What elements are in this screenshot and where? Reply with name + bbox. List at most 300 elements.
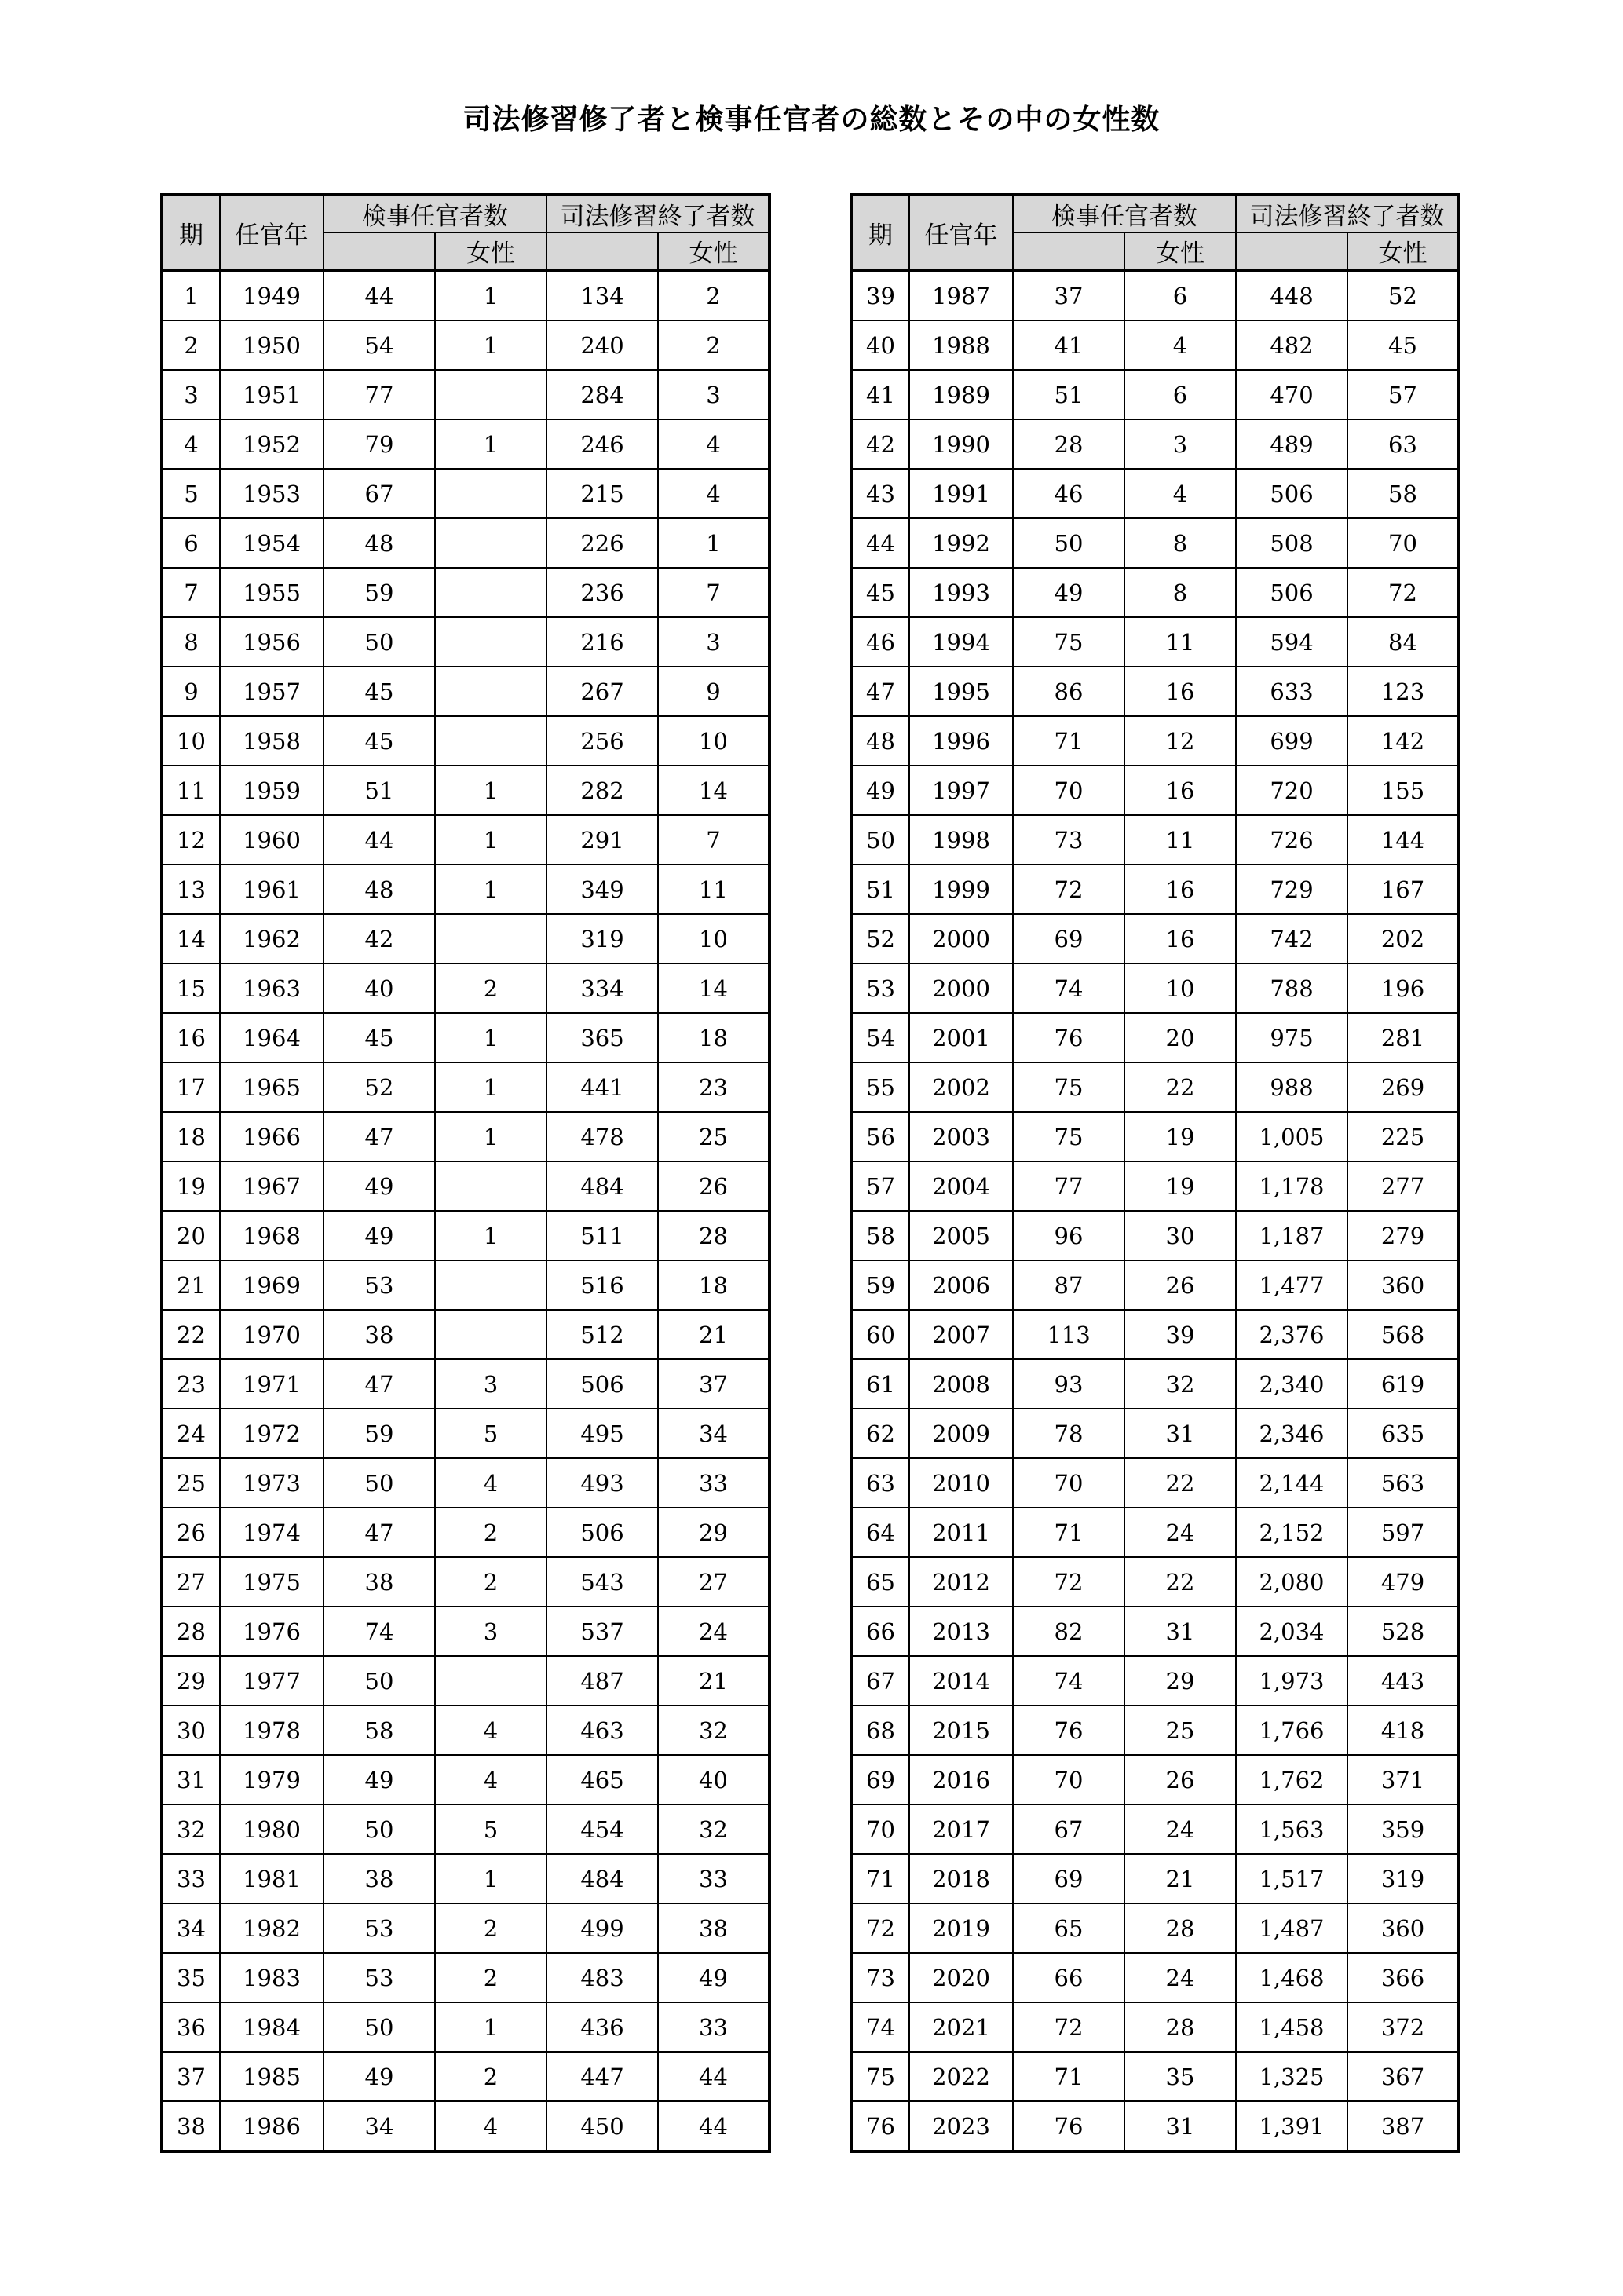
table-row [851,667,1459,716]
cell-year: 1986 [220,2101,324,2152]
table-row [162,1161,769,1211]
cell-graduates-total: 450 [546,2101,658,2152]
cell-graduates-female: 9 [658,667,769,716]
cell-graduates-female: 72 [1347,568,1459,617]
cell-prosecutors-total: 113 [1013,1310,1124,1359]
cell-graduates-total: 2,080 [1236,1557,1347,1607]
table-row [851,1804,1459,1854]
cell-prosecutors-female: 22 [1124,1557,1236,1607]
page-title: 司法修習修了者と検事任官者の総数とその中の女性数 [462,104,1161,136]
cell-graduates-total: 506 [1236,568,1347,617]
cell-graduates-total: 543 [546,1557,658,1607]
table-row [851,419,1459,469]
cell-prosecutors-total: 44 [324,270,435,320]
cell-year: 2023 [909,2101,1013,2152]
cell-prosecutors-female: 39 [1124,1310,1236,1359]
cell-year: 1950 [220,320,324,370]
cell-year: 1971 [220,1359,324,1409]
cell-ki: 52 [851,914,909,963]
cell-prosecutors-total: 59 [324,1409,435,1458]
cell-prosecutors-female: 11 [1124,617,1236,667]
cell-graduates-female: 57 [1347,370,1459,419]
cell-graduates-total: 506 [1236,469,1347,518]
cell-prosecutors-total: 45 [324,667,435,716]
cell-year: 2003 [909,1112,1013,1161]
table-row [851,716,1459,766]
table-row [851,370,1459,419]
cell-graduates-female: 33 [658,1458,769,1508]
table-row [162,1903,769,1953]
table-row [162,766,769,815]
cell-ki: 69 [851,1755,909,1804]
cell-graduates-female: 563 [1347,1458,1459,1508]
cell-prosecutors-total: 74 [1013,1656,1124,1706]
table-row [162,1062,769,1112]
cell-prosecutors-female: 4 [435,1706,546,1755]
table-row [851,1062,1459,1112]
cell-year: 2000 [909,914,1013,963]
table-row [162,914,769,963]
cell-graduates-female: 21 [658,1656,769,1706]
cell-ki: 51 [851,865,909,914]
cell-ki: 74 [851,2002,909,2052]
table-row [851,1755,1459,1804]
cell-prosecutors-total: 58 [324,1706,435,1755]
cell-graduates-total: 1,487 [1236,1903,1347,1953]
cell-prosecutors-total: 49 [324,1755,435,1804]
cell-graduates-total: 483 [546,1953,658,2002]
cell-prosecutors-female: 2 [435,2052,546,2101]
table-row [851,865,1459,914]
table-row [851,1359,1459,1409]
cell-year: 1980 [220,1804,324,1854]
cell-ki: 8 [162,617,220,667]
cell-year: 1966 [220,1112,324,1161]
cell-ki: 56 [851,1112,909,1161]
cell-prosecutors-total: 71 [1013,716,1124,766]
cell-ki: 34 [162,1903,220,1953]
cell-ki: 23 [162,1359,220,1409]
cell-year: 2002 [909,1062,1013,1112]
cell-year: 1995 [909,667,1013,716]
cell-graduates-total: 788 [1236,963,1347,1013]
cell-year: 2007 [909,1310,1013,1359]
cell-prosecutors-total: 50 [324,1804,435,1854]
cell-graduates-total: 478 [546,1112,658,1161]
cell-prosecutors-total: 37 [1013,270,1124,320]
header-prosecutors-female: 女性 [435,232,546,270]
cell-year: 1991 [909,469,1013,518]
cell-prosecutors-total: 77 [1013,1161,1124,1211]
cell-graduates-female: 269 [1347,1062,1459,1112]
table-row [851,1260,1459,1310]
cell-ki: 67 [851,1656,909,1706]
cell-graduates-total: 484 [546,1161,658,1211]
cell-year: 1998 [909,815,1013,865]
table-row [162,1607,769,1656]
cell-prosecutors-total: 50 [324,2002,435,2052]
cell-year: 1977 [220,1656,324,1706]
cell-prosecutors-female: 1 [435,766,546,815]
cell-ki: 58 [851,1211,909,1260]
cell-graduates-total: 633 [1236,667,1347,716]
cell-prosecutors-total: 50 [1013,518,1124,568]
header-prosecutors: 検事任官者数 [324,195,546,232]
cell-year: 2004 [909,1161,1013,1211]
cell-ki: 33 [162,1854,220,1903]
cell-ki: 28 [162,1607,220,1656]
cell-ki: 73 [851,1953,909,2002]
cell-prosecutors-total: 54 [324,320,435,370]
cell-prosecutors-total: 67 [324,469,435,518]
cell-graduates-total: 1,458 [1236,2002,1347,2052]
cell-year: 2018 [909,1854,1013,1903]
cell-prosecutors-female: 1 [435,1211,546,1260]
cell-graduates-female: 418 [1347,1706,1459,1755]
cell-graduates-female: 2 [658,320,769,370]
cell-prosecutors-female: 22 [1124,1458,1236,1508]
cell-graduates-female: 10 [658,914,769,963]
cell-prosecutors-female: 16 [1124,865,1236,914]
cell-prosecutors-female: 16 [1124,766,1236,815]
table-row [851,914,1459,963]
cell-ki: 70 [851,1804,909,1854]
cell-prosecutors-total: 69 [1013,914,1124,963]
cell-graduates-female: 18 [658,1013,769,1062]
cell-prosecutors-female: 1 [435,1062,546,1112]
cell-graduates-total: 454 [546,1804,658,1854]
cell-prosecutors-female [435,1310,546,1359]
cell-graduates-total: 2,152 [1236,1508,1347,1557]
cell-graduates-total: 537 [546,1607,658,1656]
cell-ki: 71 [851,1854,909,1903]
cell-ki: 18 [162,1112,220,1161]
cell-prosecutors-female: 35 [1124,2052,1236,2101]
cell-ki: 75 [851,2052,909,2101]
table-row [162,1706,769,1755]
cell-year: 2019 [909,1903,1013,1953]
cell-graduates-female: 528 [1347,1607,1459,1656]
cell-prosecutors-female: 1 [435,320,546,370]
cell-prosecutors-total: 59 [324,568,435,617]
table-row [162,1409,769,1458]
table-row [162,320,769,370]
cell-ki: 45 [851,568,909,617]
cell-graduates-total: 1,178 [1236,1161,1347,1211]
cell-graduates-female: 49 [658,1953,769,2002]
cell-year: 1985 [220,2052,324,2101]
cell-prosecutors-total: 86 [1013,667,1124,716]
cell-prosecutors-total: 87 [1013,1260,1124,1310]
cell-prosecutors-total: 53 [324,1260,435,1310]
cell-prosecutors-total: 45 [324,716,435,766]
table-row [162,370,769,419]
cell-prosecutors-female: 3 [435,1359,546,1409]
cell-graduates-female: 32 [658,1804,769,1854]
cell-ki: 30 [162,1706,220,1755]
table-row [162,2101,769,2152]
cell-prosecutors-female: 20 [1124,1013,1236,1062]
table-row [851,2101,1459,2152]
cell-prosecutors-total: 42 [324,914,435,963]
cell-graduates-female: 70 [1347,518,1459,568]
cell-prosecutors-total: 72 [1013,865,1124,914]
cell-prosecutors-total: 41 [1013,320,1124,370]
table-row [162,2002,769,2052]
table-row [162,716,769,766]
cell-graduates-total: 512 [546,1310,658,1359]
cell-year: 2006 [909,1260,1013,1310]
cell-graduates-female: 44 [658,2052,769,2101]
cell-prosecutors-female: 26 [1124,1755,1236,1804]
cell-graduates-female: 10 [658,716,769,766]
table-row [162,1211,769,1260]
cell-graduates-total: 215 [546,469,658,518]
header-prosecutors: 検事任官者数 [1013,195,1236,232]
cell-prosecutors-total: 48 [324,518,435,568]
cell-ki: 5 [162,469,220,518]
cell-graduates-total: 1,563 [1236,1804,1347,1854]
cell-year: 1996 [909,716,1013,766]
cell-prosecutors-total: 28 [1013,419,1124,469]
cell-graduates-female: 359 [1347,1804,1459,1854]
table-row [851,1607,1459,1656]
cell-ki: 43 [851,469,909,518]
cell-ki: 37 [162,2052,220,2101]
cell-prosecutors-total: 51 [324,766,435,815]
cell-graduates-total: 334 [546,963,658,1013]
cell-graduates-female: 4 [658,419,769,469]
cell-graduates-female: 33 [658,2002,769,2052]
cell-graduates-total: 508 [1236,518,1347,568]
cell-ki: 65 [851,1557,909,1607]
cell-graduates-female: 144 [1347,815,1459,865]
cell-prosecutors-female: 24 [1124,1953,1236,2002]
cell-prosecutors-total: 50 [324,1458,435,1508]
cell-graduates-female: 28 [658,1211,769,1260]
cell-graduates-total: 447 [546,2052,658,2101]
cell-prosecutors-female [435,617,546,667]
table-row [851,1656,1459,1706]
cell-graduates-female: 14 [658,963,769,1013]
cell-ki: 72 [851,1903,909,1953]
table-row [851,1161,1459,1211]
cell-ki: 66 [851,1607,909,1656]
cell-prosecutors-total: 45 [324,1013,435,1062]
cell-prosecutors-total: 82 [1013,1607,1124,1656]
cell-prosecutors-total: 47 [324,1112,435,1161]
table-row [162,963,769,1013]
cell-prosecutors-female: 8 [1124,518,1236,568]
cell-prosecutors-total: 75 [1013,1112,1124,1161]
cell-ki: 9 [162,667,220,716]
cell-ki: 40 [851,320,909,370]
cell-graduates-female: 597 [1347,1508,1459,1557]
cell-graduates-total: 482 [1236,320,1347,370]
cell-prosecutors-female: 1 [435,270,546,320]
cell-graduates-total: 2,346 [1236,1409,1347,1458]
cell-prosecutors-female: 2 [435,1903,546,1953]
table-row [851,1310,1459,1359]
cell-prosecutors-female: 31 [1124,1409,1236,1458]
table-row [162,1656,769,1706]
cell-graduates-total: 1,517 [1236,1854,1347,1903]
cell-graduates-total: 493 [546,1458,658,1508]
table-row [851,815,1459,865]
cell-ki: 62 [851,1409,909,1458]
cell-prosecutors-female: 26 [1124,1260,1236,1310]
cell-prosecutors-female: 6 [1124,270,1236,320]
cell-prosecutors-total: 38 [324,1310,435,1359]
cell-graduates-female: 32 [658,1706,769,1755]
cell-year: 1974 [220,1508,324,1557]
cell-year: 1954 [220,518,324,568]
table-row [851,1953,1459,2002]
header-graduates: 司法修習終了者数 [1236,195,1459,232]
cell-ki: 16 [162,1013,220,1062]
cell-graduates-total: 499 [546,1903,658,1953]
cell-graduates-female: 29 [658,1508,769,1557]
table-row [851,617,1459,667]
cell-graduates-total: 349 [546,865,658,914]
cell-prosecutors-total: 79 [324,419,435,469]
cell-graduates-female: 58 [1347,469,1459,518]
cell-graduates-total: 489 [1236,419,1347,469]
header-blank [1236,232,1347,270]
cell-prosecutors-female: 3 [435,1607,546,1656]
cell-year: 1972 [220,1409,324,1458]
cell-graduates-total: 699 [1236,716,1347,766]
cell-year: 1999 [909,865,1013,914]
cell-graduates-total: 2,376 [1236,1310,1347,1359]
header-ki: 期 [851,195,909,270]
cell-prosecutors-female: 1 [435,419,546,469]
cell-graduates-total: 1,391 [1236,2101,1347,2152]
cell-graduates-total: 1,766 [1236,1706,1347,1755]
cell-prosecutors-female [435,568,546,617]
cell-ki: 4 [162,419,220,469]
header-graduates-female: 女性 [1347,232,1459,270]
cell-ki: 38 [162,2101,220,2152]
cell-graduates-total: 236 [546,568,658,617]
cell-prosecutors-female [435,518,546,568]
cell-graduates-female: 18 [658,1260,769,1310]
cell-year: 1956 [220,617,324,667]
cell-prosecutors-female [435,1161,546,1211]
cell-graduates-total: 319 [546,914,658,963]
cell-prosecutors-female: 19 [1124,1161,1236,1211]
cell-ki: 27 [162,1557,220,1607]
cell-year: 1964 [220,1013,324,1062]
cell-prosecutors-female: 1 [435,1112,546,1161]
cell-year: 2016 [909,1755,1013,1804]
cell-prosecutors-female [435,667,546,716]
cell-ki: 11 [162,766,220,815]
cell-ki: 68 [851,1706,909,1755]
cell-ki: 60 [851,1310,909,1359]
cell-graduates-total: 470 [1236,370,1347,419]
cell-graduates-female: 33 [658,1854,769,1903]
table-row [851,1903,1459,1953]
cell-graduates-total: 975 [1236,1013,1347,1062]
cell-prosecutors-female: 10 [1124,963,1236,1013]
cell-graduates-total: 436 [546,2002,658,2052]
cell-graduates-female: 23 [658,1062,769,1112]
cell-year: 1958 [220,716,324,766]
cell-graduates-female: 14 [658,766,769,815]
cell-graduates-female: 63 [1347,419,1459,469]
table-row [851,1706,1459,1755]
cell-ki: 48 [851,716,909,766]
cell-prosecutors-total: 38 [324,1854,435,1903]
cell-prosecutors-female: 11 [1124,815,1236,865]
cell-prosecutors-female: 31 [1124,1607,1236,1656]
cell-prosecutors-female [435,1260,546,1310]
cell-graduates-female: 11 [658,865,769,914]
cell-ki: 2 [162,320,220,370]
cell-year: 1962 [220,914,324,963]
cell-year: 2022 [909,2052,1013,2101]
cell-prosecutors-female: 4 [435,1755,546,1804]
cell-prosecutors-female: 8 [1124,568,1236,617]
cell-graduates-total: 506 [546,1508,658,1557]
cell-graduates-total: 1,325 [1236,2052,1347,2101]
cell-year: 1990 [909,419,1013,469]
cell-ki: 1 [162,270,220,320]
cell-prosecutors-total: 72 [1013,2002,1124,2052]
table-row [851,1458,1459,1508]
table-row [162,270,769,320]
cell-year: 2000 [909,963,1013,1013]
cell-ki: 26 [162,1508,220,1557]
cell-graduates-female: 371 [1347,1755,1459,1804]
cell-prosecutors-total: 47 [324,1359,435,1409]
cell-prosecutors-total: 76 [1013,1706,1124,1755]
cell-graduates-female: 443 [1347,1656,1459,1706]
cell-year: 1973 [220,1458,324,1508]
cell-graduates-female: 7 [658,568,769,617]
cell-prosecutors-total: 69 [1013,1854,1124,1903]
cell-graduates-total: 465 [546,1755,658,1804]
table-row [162,518,769,568]
cell-prosecutors-total: 47 [324,1508,435,1557]
table-row [162,617,769,667]
cell-graduates-female: 37 [658,1359,769,1409]
cell-graduates-female: 26 [658,1161,769,1211]
cell-prosecutors-total: 93 [1013,1359,1124,1409]
cell-prosecutors-total: 70 [1013,1458,1124,1508]
cell-graduates-total: 216 [546,617,658,667]
cell-prosecutors-female: 31 [1124,2101,1236,2152]
cell-year: 1949 [220,270,324,320]
cell-graduates-female: 360 [1347,1260,1459,1310]
cell-graduates-total: 720 [1236,766,1347,815]
cell-graduates-total: 484 [546,1854,658,1903]
cell-graduates-total: 463 [546,1706,658,1755]
cell-year: 2001 [909,1013,1013,1062]
cell-ki: 12 [162,815,220,865]
cell-ki: 35 [162,1953,220,2002]
table-row [851,1508,1459,1557]
cell-graduates-female: 619 [1347,1359,1459,1409]
table-row [851,1409,1459,1458]
table-row [162,1557,769,1607]
cell-ki: 20 [162,1211,220,1260]
cell-ki: 53 [851,963,909,1013]
cell-prosecutors-total: 52 [324,1062,435,1112]
cell-graduates-female: 367 [1347,2052,1459,2101]
cell-prosecutors-total: 72 [1013,1557,1124,1607]
